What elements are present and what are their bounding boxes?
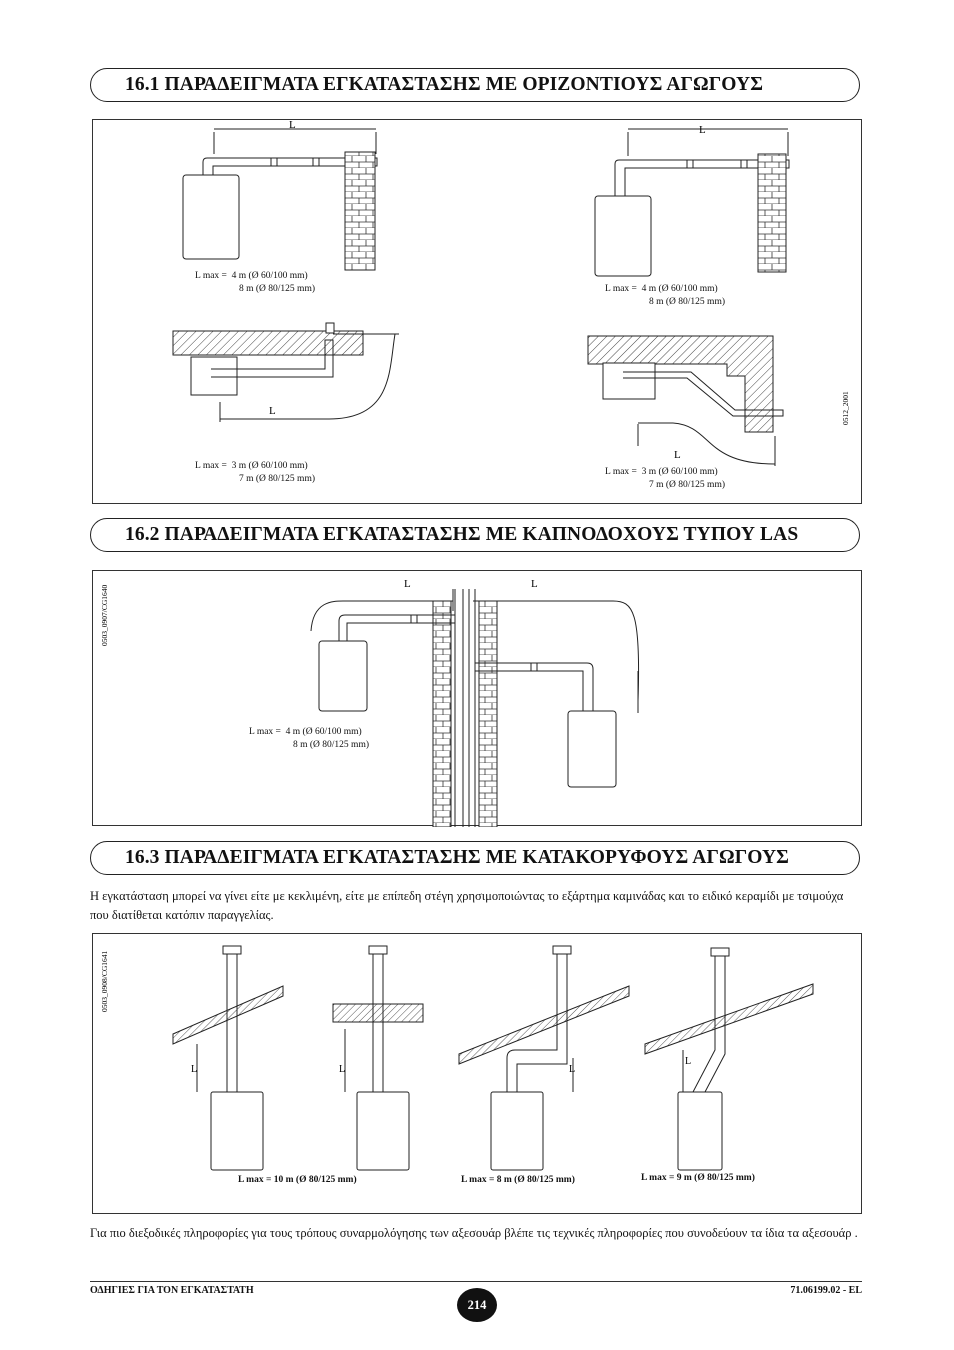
horizontal-ducts-panel [92, 119, 862, 504]
dim-l-2: L [339, 1064, 346, 1075]
vertical-ducts-intro: Η εγκατάσταση μπορεί να γίνει είτε με κεκλιμένη, είτε με επίπεδη στέγη χρησιμοποιώντας το εξάρτημα καμινάδας και το ειδικό κεραμίδι με τσιμούχα που διατίθεται κατόπιν παραγγελίας. [90, 889, 844, 922]
vertical-ducts-outro: Για πιο διεξοδικές πληροφορίες για τους τρόπους συναρμολόγησης των αξεσουάρ βλέπε τις τεχνικές πληροφορίες που συνοδεύουν τα ίδια τα αξεσουάρ . [90, 1226, 858, 1240]
dim-l-right: L [531, 578, 538, 590]
lmax-top-left: L max = 4 m (Ø 60/100 mm) 8 m (Ø 80/125 mm) [195, 271, 315, 294]
page-number: 214 [457, 1288, 497, 1322]
lmax-top-right: L max = 4 m (Ø 60/100 mm) 8 m (Ø 80/125 mm) [605, 284, 725, 307]
dim-l-4: L [685, 1056, 692, 1067]
lmax-10m: L max = 10 m (Ø 80/125 mm) [238, 1175, 357, 1185]
footer-left: ΟΔΗΓΙΕΣ ΓΙΑ ΤΟΝ ΕΓΚΑΤΑΣΤΑΤΗ [90, 1285, 254, 1296]
dim-l-3: L [569, 1064, 576, 1075]
dim-l-bottom-right: L [674, 449, 681, 461]
section-16-3-title: 16.3 ΠΑΡΑΔΕΙΓΜΑΤΑ ΕΓΚΑΤΑΣΤΑΣΗΣ ΜΕ ΚΑΤΑΚΟΡΥΦΟΥΣ ΑΓΩΓΟΥΣ [90, 841, 860, 875]
footer-rule [90, 1281, 862, 1282]
footer-right: 71.06199.02 - EL [790, 1285, 862, 1296]
lmax-bottom-right: L max = 3 m (Ø 60/100 mm) 7 m (Ø 80/125 mm) [605, 467, 725, 490]
dim-l-left: L [404, 578, 411, 590]
section-16-1-title: 16.1 ΠΑΡΑΔΕΙΓΜΑΤΑ ΕΓΚΑΤΑΣΤΑΣΗΣ ΜΕ ΟΡΙΖΟΝΤΙΟΥΣ ΑΓΩΓΟΥΣ [90, 68, 860, 102]
vertical-ducts-panel [92, 933, 862, 1214]
figure-code: 0512_2001 [841, 391, 850, 425]
dim-l-bottom-left: L [269, 405, 276, 417]
lmax-bottom-left: L max = 3 m (Ø 60/100 mm) 7 m (Ø 80/125 mm) [195, 461, 315, 484]
las-chimney-panel [92, 570, 862, 826]
las-chimney-diagram [93, 571, 863, 827]
horizontal-ducts-diagram [93, 120, 863, 505]
lmax-8m: L max = 8 m (Ø 80/125 mm) [461, 1175, 575, 1185]
figure-code: 0503_0907/CG1640 [100, 584, 109, 646]
dim-l-1: L [191, 1064, 198, 1075]
lmax-las: L max = 4 m (Ø 60/100 mm) 8 m (Ø 80/125 mm) [249, 727, 369, 750]
dim-l-top-left: L [289, 120, 296, 131]
figure-code: 0503_0908/CG1641 [100, 950, 109, 1012]
section-16-2-title: 16.2 ΠΑΡΑΔΕΙΓΜΑΤΑ ΕΓΚΑΤΑΣΤΑΣΗΣ ΜΕ ΚΑΠΝΟΔΟΧΟΥΣ ΤΥΠΟΥ LAS [90, 518, 860, 552]
lmax-9m: L max = 9 m (Ø 80/125 mm) [641, 1173, 755, 1183]
dim-l-top-right: L [699, 124, 706, 136]
